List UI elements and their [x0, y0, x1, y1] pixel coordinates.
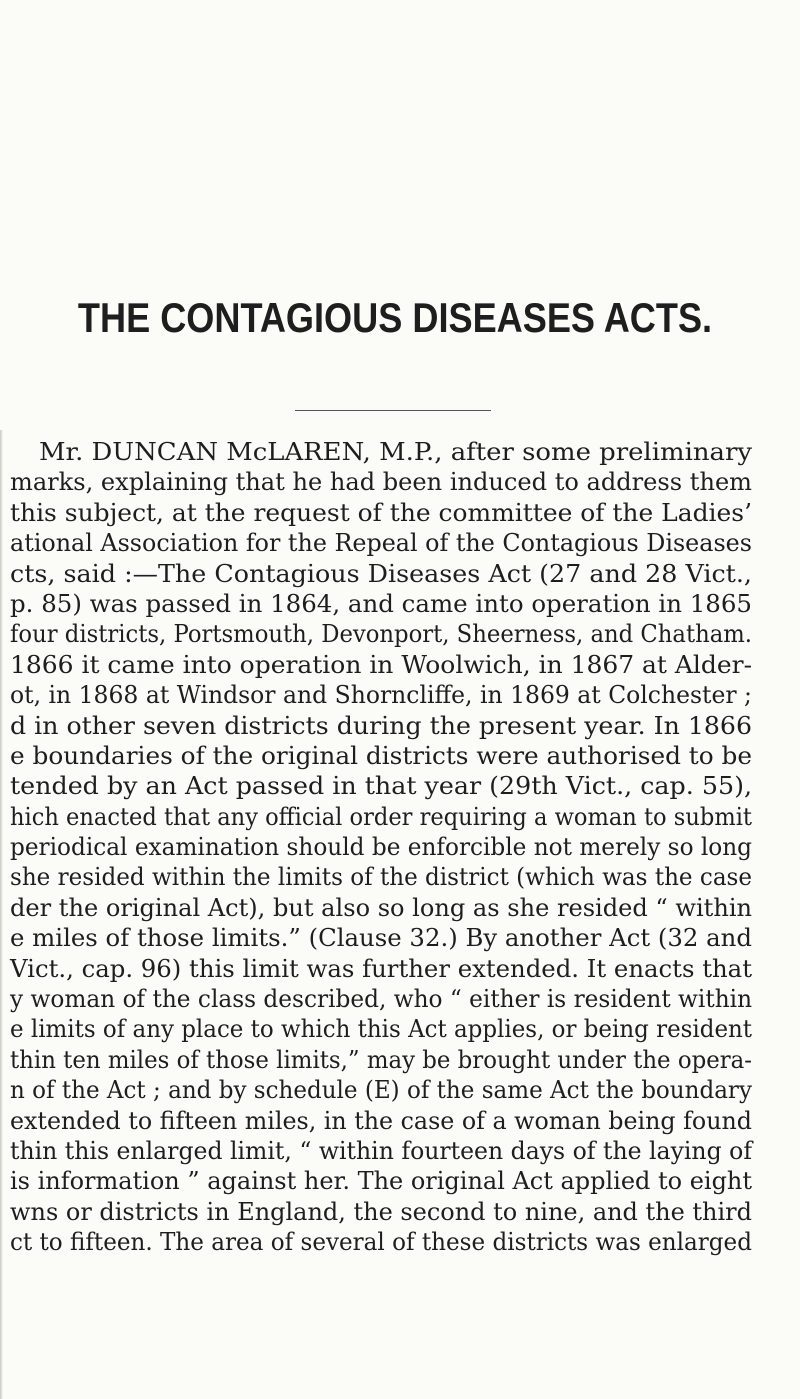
body-text: [0, 437, 800, 1258]
text-line: [0, 1166, 800, 1196]
text-line: [0, 1075, 800, 1105]
text-line: [0, 923, 800, 953]
text-line-content: she resided within the limits of the district (which was the case: [10, 863, 753, 892]
text-line-content: n of the Act ; and by schedule (E) of the same Act the boundary: [10, 1076, 752, 1105]
text-line-content: y woman of the class described, who “ either is resident within: [10, 985, 753, 1014]
text-line: [0, 771, 800, 801]
text-line: [0, 711, 800, 741]
text-line-content: periodical examination should be enforcible not merely so long: [10, 833, 753, 862]
text-line-content: tended by an Act passed in that year (29th Vict., cap. 55),: [10, 772, 753, 801]
text-line: [0, 650, 800, 680]
text-line-content: e miles of those limits.” (Clause 32.) By another Act (32 and: [10, 924, 752, 953]
text-line: [0, 984, 800, 1014]
text-line: [0, 589, 800, 619]
text-line: [0, 893, 800, 923]
text-line: [0, 1197, 800, 1227]
text-line: [0, 1136, 800, 1166]
text-line-content: e boundaries of the original districts were authorised to be: [10, 741, 753, 770]
text-line: [0, 1106, 800, 1136]
text-line: [0, 1227, 800, 1257]
text-line-content: der the original Act), but also so long as she resided “ within: [10, 893, 753, 922]
text-line-content: ational Association for the Repeal of the Contagious Diseases: [10, 529, 752, 558]
text-line-content: Vict., cap. 96) this limit was further extended. It enacts that: [10, 954, 752, 983]
text-line-content: marks, explaining that he had been induced to address them: [10, 468, 753, 497]
text-line-content: e limits of any place to which this Act applies, or being resident: [10, 1015, 753, 1044]
title-divider: [295, 410, 491, 411]
text-line: [0, 832, 800, 862]
text-line: [0, 619, 800, 649]
text-line: [0, 1014, 800, 1044]
text-line: [0, 802, 800, 832]
text-line-content: thin this enlarged limit, “ within fourteen days of the laying of: [10, 1136, 753, 1165]
text-line-content: thin ten miles of those limits,” may be brought under the opera-: [10, 1045, 752, 1074]
text-line: [0, 1045, 800, 1075]
text-line-content: Mr. DUNCAN McLAREN, M.P., after some preliminary: [39, 438, 753, 466]
text-line-content: extended to fifteen miles, in the case of a woman being found: [10, 1106, 753, 1135]
text-line-content: wns or districts in England, the second to nine, and the third: [10, 1197, 752, 1226]
text-line: [0, 680, 800, 710]
text-line-content: p. 85) was passed in 1864, and came into operation in 1865: [10, 589, 752, 618]
text-line: [0, 528, 800, 558]
text-line: [0, 437, 800, 467]
text-line-content: ct to fifteen. The area of several of these districts was enlarged: [10, 1228, 752, 1257]
text-line-content: hich enacted that any official order requiring a woman to submit: [10, 802, 752, 831]
text-line: [0, 559, 800, 589]
page-title: THE CONTAGIOUS DISEASES ACTS.: [77, 294, 713, 341]
text-line-content: d in other seven districts during the present year. In 1866: [10, 711, 753, 740]
text-line-content: 1866 it came into operation in Woolwich, in 1867 at Alder-: [10, 650, 753, 679]
text-line: [0, 954, 800, 984]
text-line: [0, 467, 800, 497]
text-line-content: four districts, Portsmouth, Devonport, Sheerness, and Chatham.: [10, 620, 753, 649]
text-line-content: cts, said :—The Contagious Diseases Act (27 and 28 Vict.,: [10, 559, 752, 588]
text-line: [0, 741, 800, 771]
text-line-content: is information ” against her. The original Act applied to eight: [10, 1167, 753, 1196]
text-line: [0, 862, 800, 892]
text-line: [0, 498, 800, 528]
text-line-content: ot, in 1868 at Windsor and Shorncliffe, in 1869 at Colchester ;: [10, 681, 752, 710]
text-line-content: this subject, at the request of the committee of the Ladies’: [10, 498, 752, 527]
